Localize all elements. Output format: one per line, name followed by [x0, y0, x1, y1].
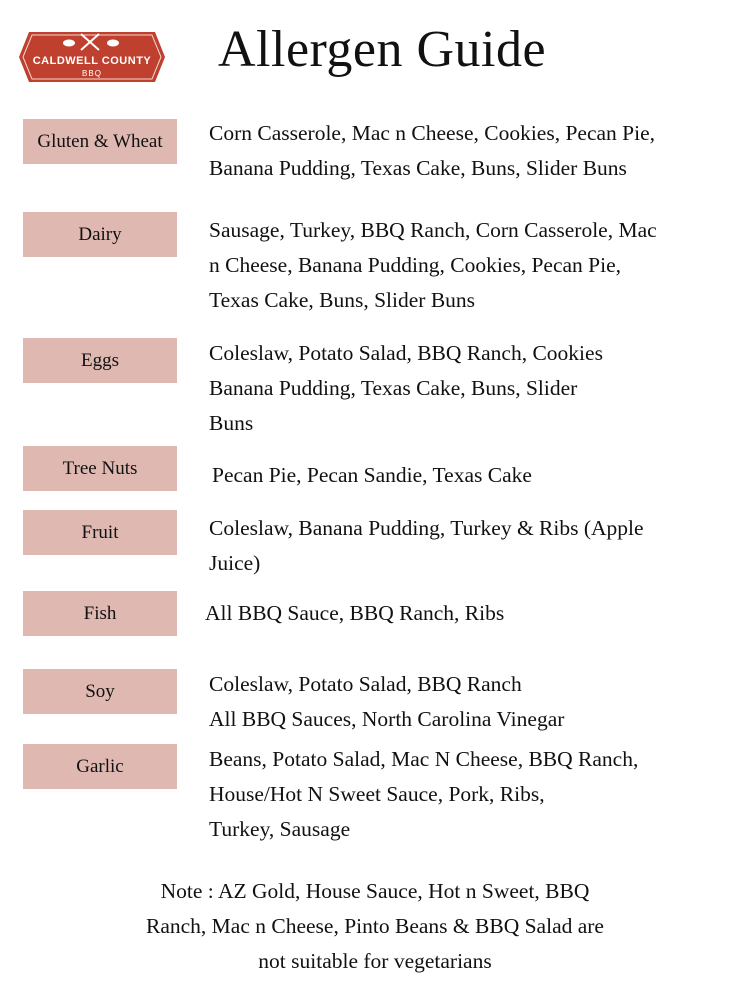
allergen-line: Beans, Potato Salad, Mac N Cheese, BBQ Ranch, [209, 747, 639, 771]
allergen-label-eggs: Eggs [23, 338, 177, 383]
logo-badge [19, 24, 165, 90]
note-line: Note : AZ Gold, House Sauce, Hot n Sweet, BBQ [160, 879, 590, 903]
page-title: Allergen Guide [218, 21, 547, 78]
allergen-line: All BBQ Sauces, North Carolina Vinegar [209, 707, 565, 731]
allergen-line: Banana Pudding, Texas Cake, Buns, Slider Buns [209, 156, 627, 180]
allergen-line: Sausage, Turkey, BBQ Ranch, Corn Casserole, Mac [209, 218, 657, 242]
allergen-items-eggs [209, 336, 729, 441]
allergen-line: n Cheese, Banana Pudding, Cookies, Pecan Pie, [209, 253, 622, 277]
allergen-line: Turkey, Sausage [209, 817, 351, 841]
allergen-line: All BBQ Sauce, BBQ Ranch, Ribs [205, 601, 505, 625]
allergen-line: Coleslaw, Potato Salad, BBQ Ranch [209, 672, 522, 696]
allergen-label-fish: Fish [23, 591, 177, 636]
allergen-items-gluten-wheat [209, 116, 729, 186]
allergen-line: Buns [209, 411, 254, 435]
allergen-line: Pecan Pie, Pecan Sandie, Texas Cake [212, 463, 532, 487]
allergen-items-fish [205, 596, 725, 631]
allergen-line: Coleslaw, Banana Pudding, Turkey & Ribs (Apple [209, 516, 644, 540]
allergen-items-tree-nuts [212, 458, 732, 493]
allergen-label-garlic: Garlic [23, 744, 177, 789]
caldwell-county-logo [19, 24, 165, 90]
allergen-line: House/Hot N Sweet Sauce, Pork, Ribs, [209, 782, 545, 806]
logo-text-bbq: BBQ [82, 69, 102, 78]
allergen-items-soy [209, 667, 729, 737]
allergen-label-fruit: Fruit [23, 510, 177, 555]
allergen-label-tree-nuts: Tree Nuts [23, 446, 177, 491]
allergen-line: Corn Casserole, Mac n Cheese, Cookies, Pecan Pie, [209, 121, 656, 145]
vegetarian-note [60, 874, 690, 979]
allergen-line: Juice) [209, 551, 261, 575]
allergen-label-dairy: Dairy [23, 212, 177, 257]
allergen-line: Banana Pudding, Texas Cake, Buns, Slider [209, 376, 578, 400]
allergen-items-garlic [209, 742, 729, 847]
logo-text-name: CALDWELL COUNTY [32, 55, 152, 67]
note-line: Ranch, Mac n Cheese, Pinto Beans & BBQ Salad are [146, 914, 604, 938]
note-line: not suitable for vegetarians [258, 949, 492, 973]
allergen-items-fruit [209, 511, 729, 581]
allergen-items-dairy [209, 213, 729, 318]
allergen-label-soy: Soy [23, 669, 177, 714]
allergen-label-gluten-wheat: Gluten & Wheat [23, 119, 177, 164]
allergen-line: Coleslaw, Potato Salad, BBQ Ranch, Cookies [209, 341, 603, 365]
allergen-line: Texas Cake, Buns, Slider Buns [209, 288, 476, 312]
